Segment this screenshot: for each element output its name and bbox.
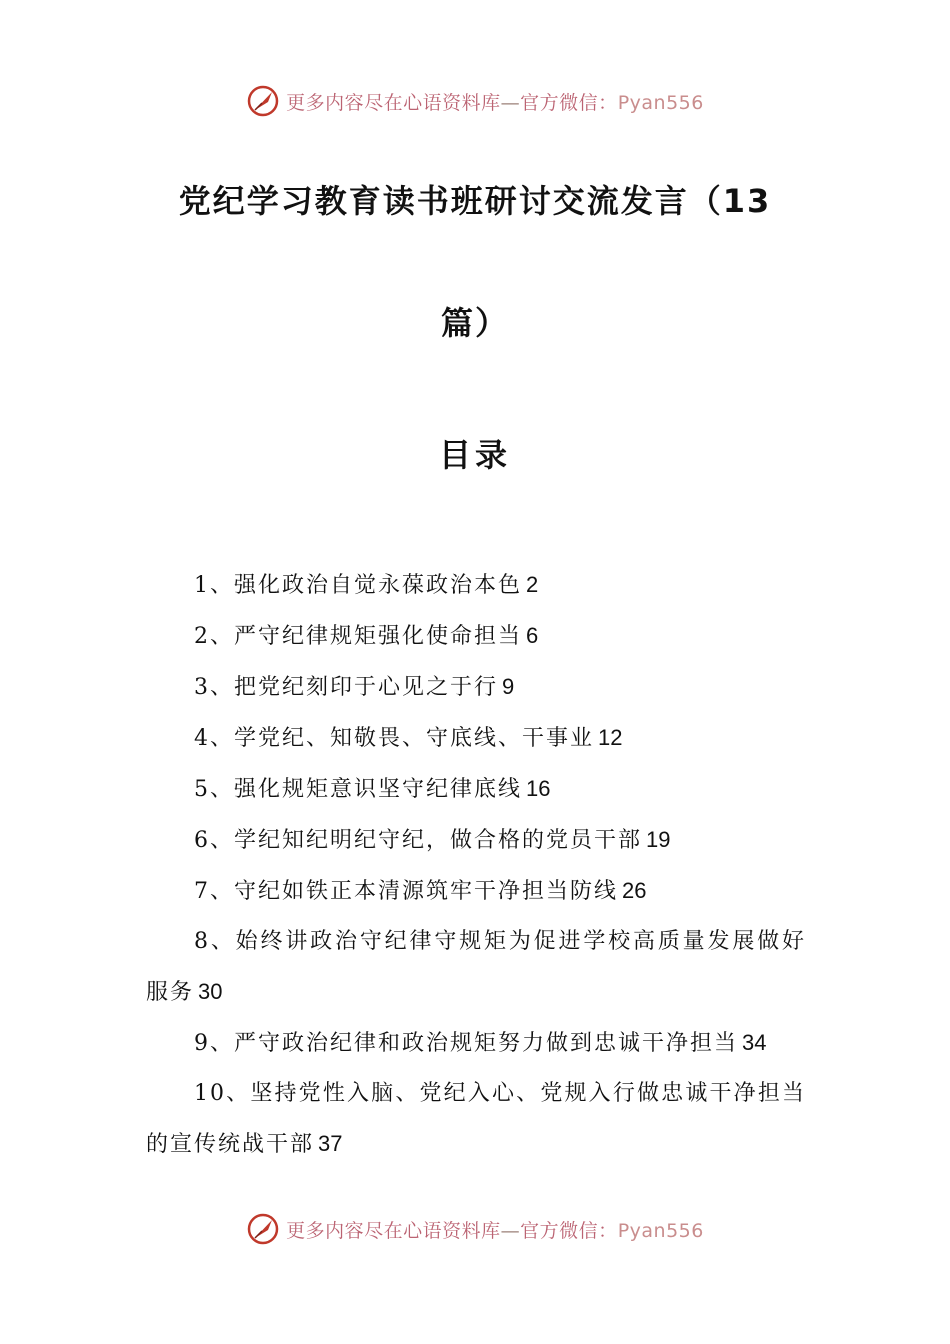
toc-page-number: 16 bbox=[526, 776, 551, 801]
document-title-continued: 篇） bbox=[440, 304, 509, 342]
toc-page-number: 26 bbox=[622, 878, 647, 903]
toc-item[interactable]: 9、严守政治纪律和政治规矩努力做到忠诚干净担当 34 bbox=[194, 1030, 767, 1056]
watermark-text: 更多内容尽在心语资料库—官方微信：Pyan556 bbox=[286, 1219, 704, 1242]
toc-page-number: 37 bbox=[318, 1131, 343, 1156]
toc-item[interactable]: 7、守纪如铁正本清源筑牢干净担当防线 26 bbox=[194, 878, 647, 904]
watermark-text: 更多内容尽在心语资料库—官方微信：Pyan556 bbox=[286, 91, 704, 114]
toc-heading: 目录 bbox=[438, 436, 511, 474]
toc-item[interactable]: 3、把党纪刻印于心见之于行 9 bbox=[194, 674, 515, 700]
quill-logo-icon bbox=[246, 1212, 280, 1246]
toc-page-number: 30 bbox=[198, 979, 223, 1004]
header-watermark bbox=[0, 84, 950, 118]
toc-page-number: 19 bbox=[646, 827, 671, 852]
toc-item[interactable]: 1、强化政治自觉永葆政治本色 2 bbox=[194, 572, 539, 598]
toc-item[interactable]: 5、强化规矩意识坚守纪律底线 16 bbox=[194, 776, 551, 802]
toc-page-number: 12 bbox=[598, 725, 623, 750]
footer-watermark bbox=[0, 1212, 950, 1246]
toc-item[interactable]: 2、严守纪律规矩强化使命担当 6 bbox=[194, 623, 539, 649]
toc-page-number: 34 bbox=[742, 1030, 767, 1055]
document-title: 党纪学习教育读书班研讨交流发言（13 bbox=[178, 182, 772, 220]
table-of-contents bbox=[146, 560, 806, 1170]
toc-page-number: 9 bbox=[502, 674, 515, 699]
toc-item[interactable]: 6、学纪知纪明纪守纪，做合格的党员干部 19 bbox=[194, 827, 671, 853]
toc-page-number: 2 bbox=[526, 572, 539, 597]
toc-page-number: 6 bbox=[526, 623, 539, 648]
toc-item[interactable]: 10、坚持党性入脑、党纪入心、党规入行做忠诚干净担当的宣传统战干部 37 bbox=[146, 1081, 806, 1157]
quill-logo-icon bbox=[246, 84, 280, 118]
toc-item[interactable]: 8、始终讲政治守纪律守规矩为促进学校高质量发展做好服务 30 bbox=[146, 929, 806, 1005]
toc-item[interactable]: 4、学党纪、知敬畏、守底线、干事业 12 bbox=[194, 725, 623, 751]
